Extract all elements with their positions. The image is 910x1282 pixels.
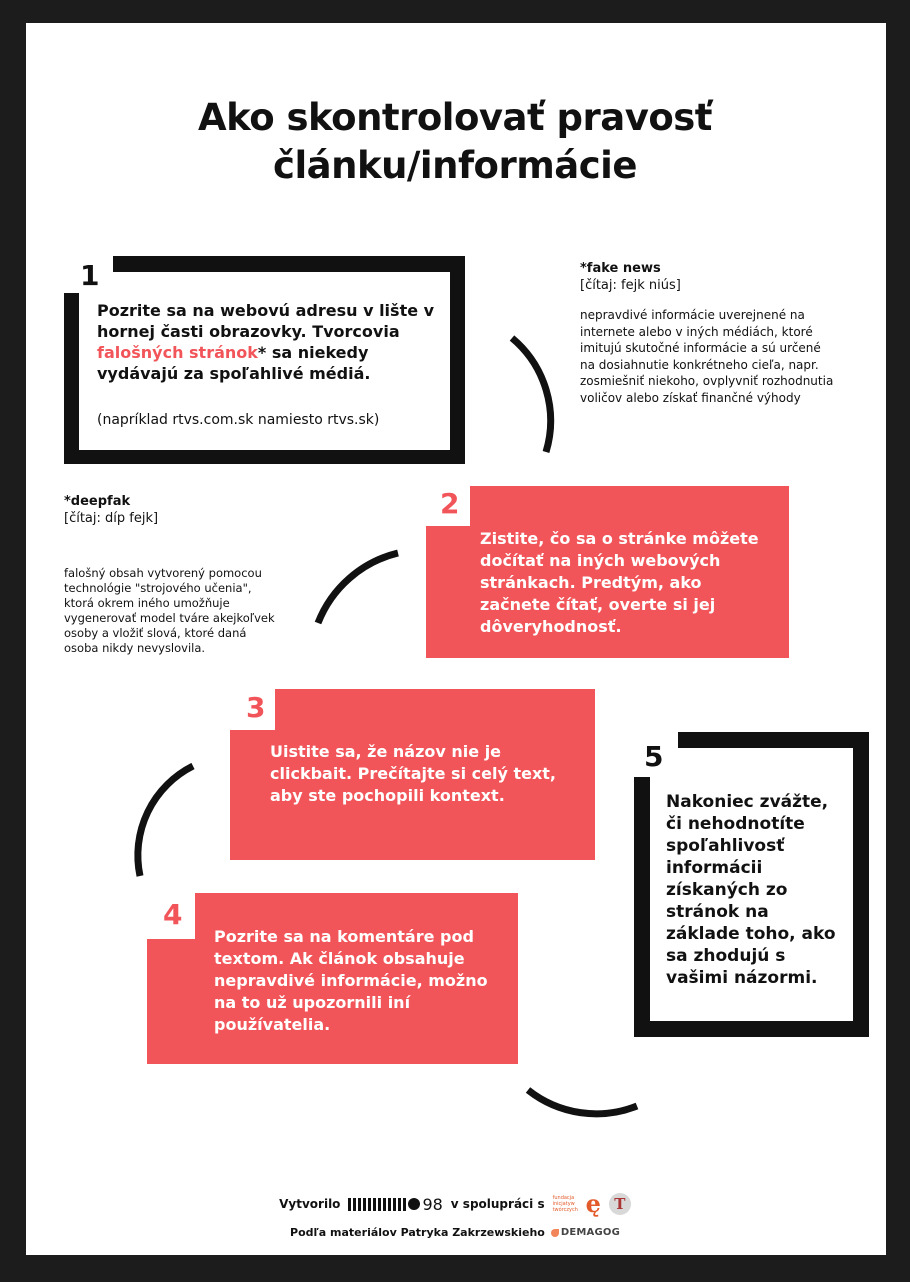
fake-news-pronunciation: [čítaj: fejk niús] [580,278,681,293]
memo98-logo [348,1195,442,1214]
step-3-number: 3 [246,691,266,724]
footer-credits [0,1190,910,1218]
page-title [0,94,910,190]
based-on-label: Podľa materiálov Patryka Zakrzewskieho [290,1226,545,1239]
title-line-1: Ako skontrolovať pravosť [197,96,712,139]
step-1-number: 1 [80,259,100,292]
fake-news-definition: nepravdivé informácie uverejnené na internete alebo v iných médiách, ktoré imitujú skutočné informácie a sú určené na dosiahnutie konkrétneho cieľa, napr. zosmiešniť niekoho, ovplyvniť rozhodnutia voličov alebo získať finančné výhody [580,308,834,405]
cooperation-label: v spolupráci s [450,1197,545,1211]
step-4-text: Pozrite sa na komentáre pod textom. Ak článok obsahuje nepravdivé informácie, možno na to už upozornili iní používatelia. [214,927,488,1034]
step-2-text: Zistite, čo sa o stránke môžete dočítať na iných webových stránkach. Predtým, ako začnete čítať, overte si jej dôveryhodnosť. [480,529,759,636]
title-line-2: článku/informácie [273,144,637,187]
deepfake-pronunciation: [čítaj: díp fejk] [64,511,159,526]
step-3-text: Uistite sa, že názov nie je clickbait. Prečítajte si celý text, aby ste pochopili kontext. [270,742,556,805]
deepfake-term: *deepfak [64,494,131,509]
step-2-number: 2 [440,487,460,520]
partner-logo-ftt [552,1189,601,1218]
fake-news-term: *fake news [580,261,661,276]
demagog-name: DEMAGOG [560,1227,620,1238]
step-1-text: Pozrite sa na webovú adresu v lište v hornej časti obrazovky. Tvorcovia falošných stránok* sa niekedy vydávajú za spoľahlivé médiá. [97,301,435,383]
step-4-number: 4 [163,898,183,931]
partner-t-logo: T [609,1193,631,1215]
demagog-mark-icon [551,1229,559,1237]
step-5-text: Nakoniec zvážte, či nehodnotíte spoľahlivosť informácii získaných zo stránok na základe toho, ako sa zhodujú s vašimi názormi. [666,792,836,988]
step-5-number: 5 [644,740,664,773]
deepfake-definition: falošný obsah vytvorený pomocou technológie "strojového učenia", ktorá okrem iného umožňuje vygenerovať model tváre akejkoľvek osoby a vložiť slová, ktoré daná osoba nikdy nevyslovila. [64,566,275,655]
memo-circle-icon [408,1198,420,1210]
created-by-label: Vytvorilo [279,1197,341,1211]
step-1-example: (napríklad rtvs.com.sk namiesto rtvs.sk) [97,412,380,428]
partner-small-text: fundacja inicjatyw twórczych [552,1195,578,1213]
fake-sites-highlight: falošných stránok [97,343,258,362]
memo-bars-icon [348,1198,406,1211]
memo-number: 98 [422,1194,443,1214]
footer-source [0,1226,910,1239]
partner-e-icon: ę [585,1189,601,1218]
demagog-logo [551,1227,620,1238]
